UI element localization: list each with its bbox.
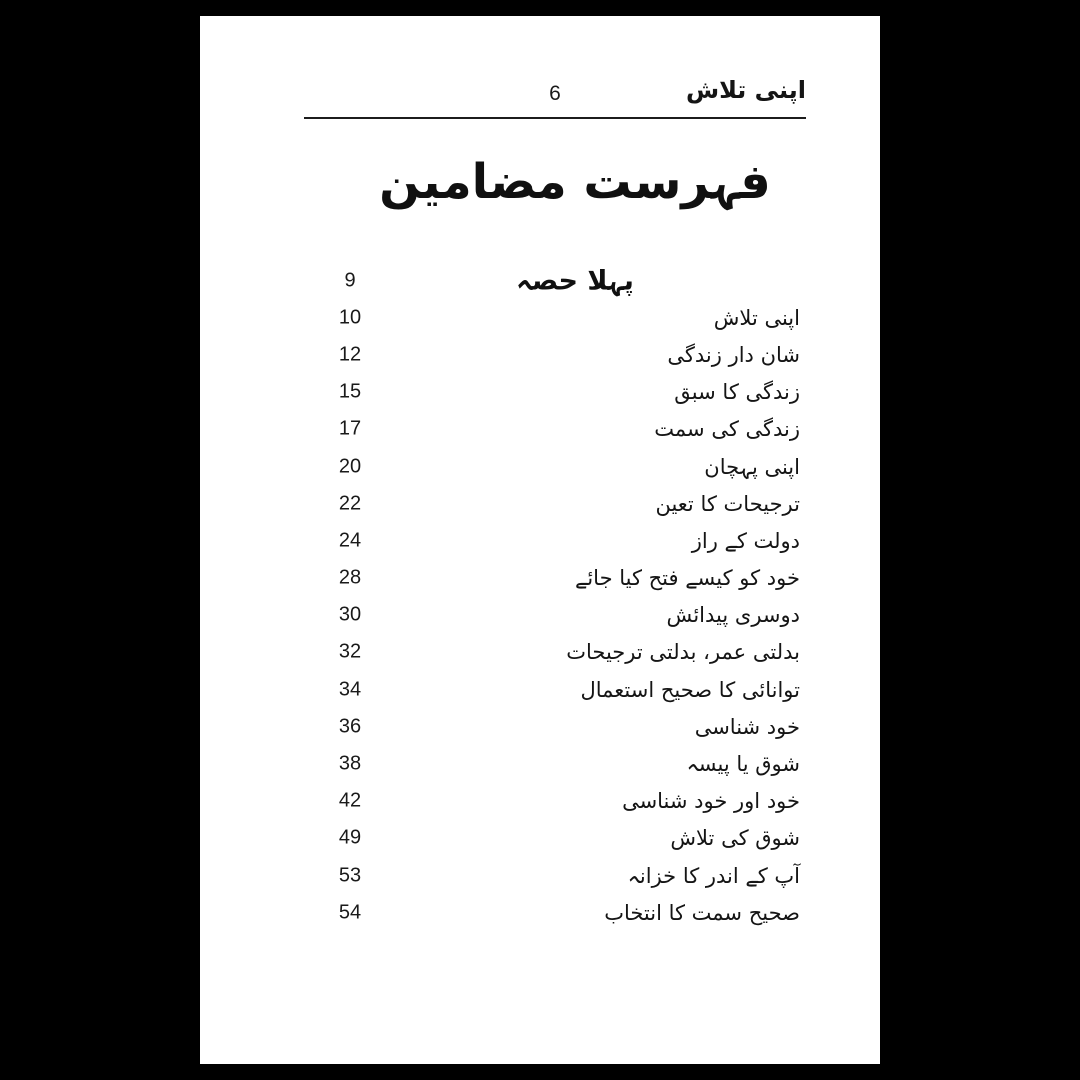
toc-row	[200, 671, 880, 708]
toc-section-row	[200, 262, 880, 299]
header-divider	[304, 117, 806, 119]
toc-entry-page: 28	[338, 566, 362, 589]
running-header-page-number: 6	[549, 82, 561, 105]
toc-entry-title: اپنی تلاش	[713, 305, 800, 330]
toc-entry-title: صحیح سمت کا انتخاب	[604, 900, 800, 925]
toc-entry-title: ترجیحات کا تعین	[655, 491, 800, 516]
toc-row	[200, 374, 880, 411]
toc-row	[200, 783, 880, 820]
toc-entry-page: 53	[338, 864, 362, 887]
toc-row	[200, 336, 880, 373]
toc-entry-page: 32	[338, 640, 362, 663]
toc-entry-page: 22	[338, 492, 362, 515]
toc-entry-title: دولت کے راز	[691, 528, 800, 553]
toc-row	[200, 485, 880, 522]
toc-row	[200, 634, 880, 671]
toc-row	[200, 745, 880, 782]
toc-entry-page: 54	[338, 901, 362, 924]
toc-entry-page: 36	[338, 715, 362, 738]
toc-row	[200, 299, 880, 336]
toc-entry-page: 10	[338, 306, 362, 329]
book-page	[200, 16, 880, 1064]
toc-entry-title: شوق کی تلاش	[670, 826, 800, 851]
toc-list	[200, 262, 880, 931]
toc-section-label: پہلا حصہ	[516, 265, 634, 297]
toc-entry-page: 38	[338, 752, 362, 775]
toc-entry-page: 17	[338, 417, 362, 440]
toc-entry-title: دوسری پیدائش	[666, 603, 800, 628]
toc-main-title: فہرست مضامین	[379, 154, 771, 210]
toc-entry-title: بدلتی عمر، بدلتی ترجیحات	[566, 640, 800, 665]
toc-entry-title: زندگی کی سمت	[654, 417, 800, 442]
toc-entry-page: 20	[338, 455, 362, 478]
toc-entry-title: آپ کے اندر کا خزانہ	[627, 863, 800, 888]
toc-row	[200, 894, 880, 931]
running-header-title: اپنی تلاش	[685, 76, 806, 104]
toc-entry-title: شوق یا پیسہ	[686, 752, 800, 777]
toc-entry-page: 12	[338, 343, 362, 366]
toc-row	[200, 522, 880, 559]
toc-row	[200, 597, 880, 634]
toc-row	[200, 411, 880, 448]
toc-section-page: 9	[344, 269, 356, 292]
toc-entry-title: زندگی کا سبق	[674, 380, 800, 405]
toc-row	[200, 448, 880, 485]
toc-entry-page: 30	[338, 603, 362, 626]
toc-entry-title: خود شناسی	[694, 714, 800, 739]
toc-entry-title: خود اور خود شناسی	[622, 789, 800, 814]
toc-row	[200, 820, 880, 857]
toc-entry-title: شان دار زندگی	[667, 342, 800, 367]
toc-entry-page: 24	[338, 529, 362, 552]
toc-entry-page: 34	[338, 678, 362, 701]
toc-entry-page: 49	[338, 826, 362, 849]
toc-row	[200, 708, 880, 745]
toc-entry-title: توانائی کا صحیح استعمال	[580, 677, 800, 702]
toc-row	[200, 857, 880, 894]
toc-entry-title: اپنی پہچان	[704, 454, 800, 479]
toc-entry-title: خود کو کیسے فتح کیا جائے	[575, 566, 800, 591]
toc-entry-page: 42	[338, 789, 362, 812]
toc-entry-page: 15	[338, 380, 362, 403]
toc-row	[200, 560, 880, 597]
